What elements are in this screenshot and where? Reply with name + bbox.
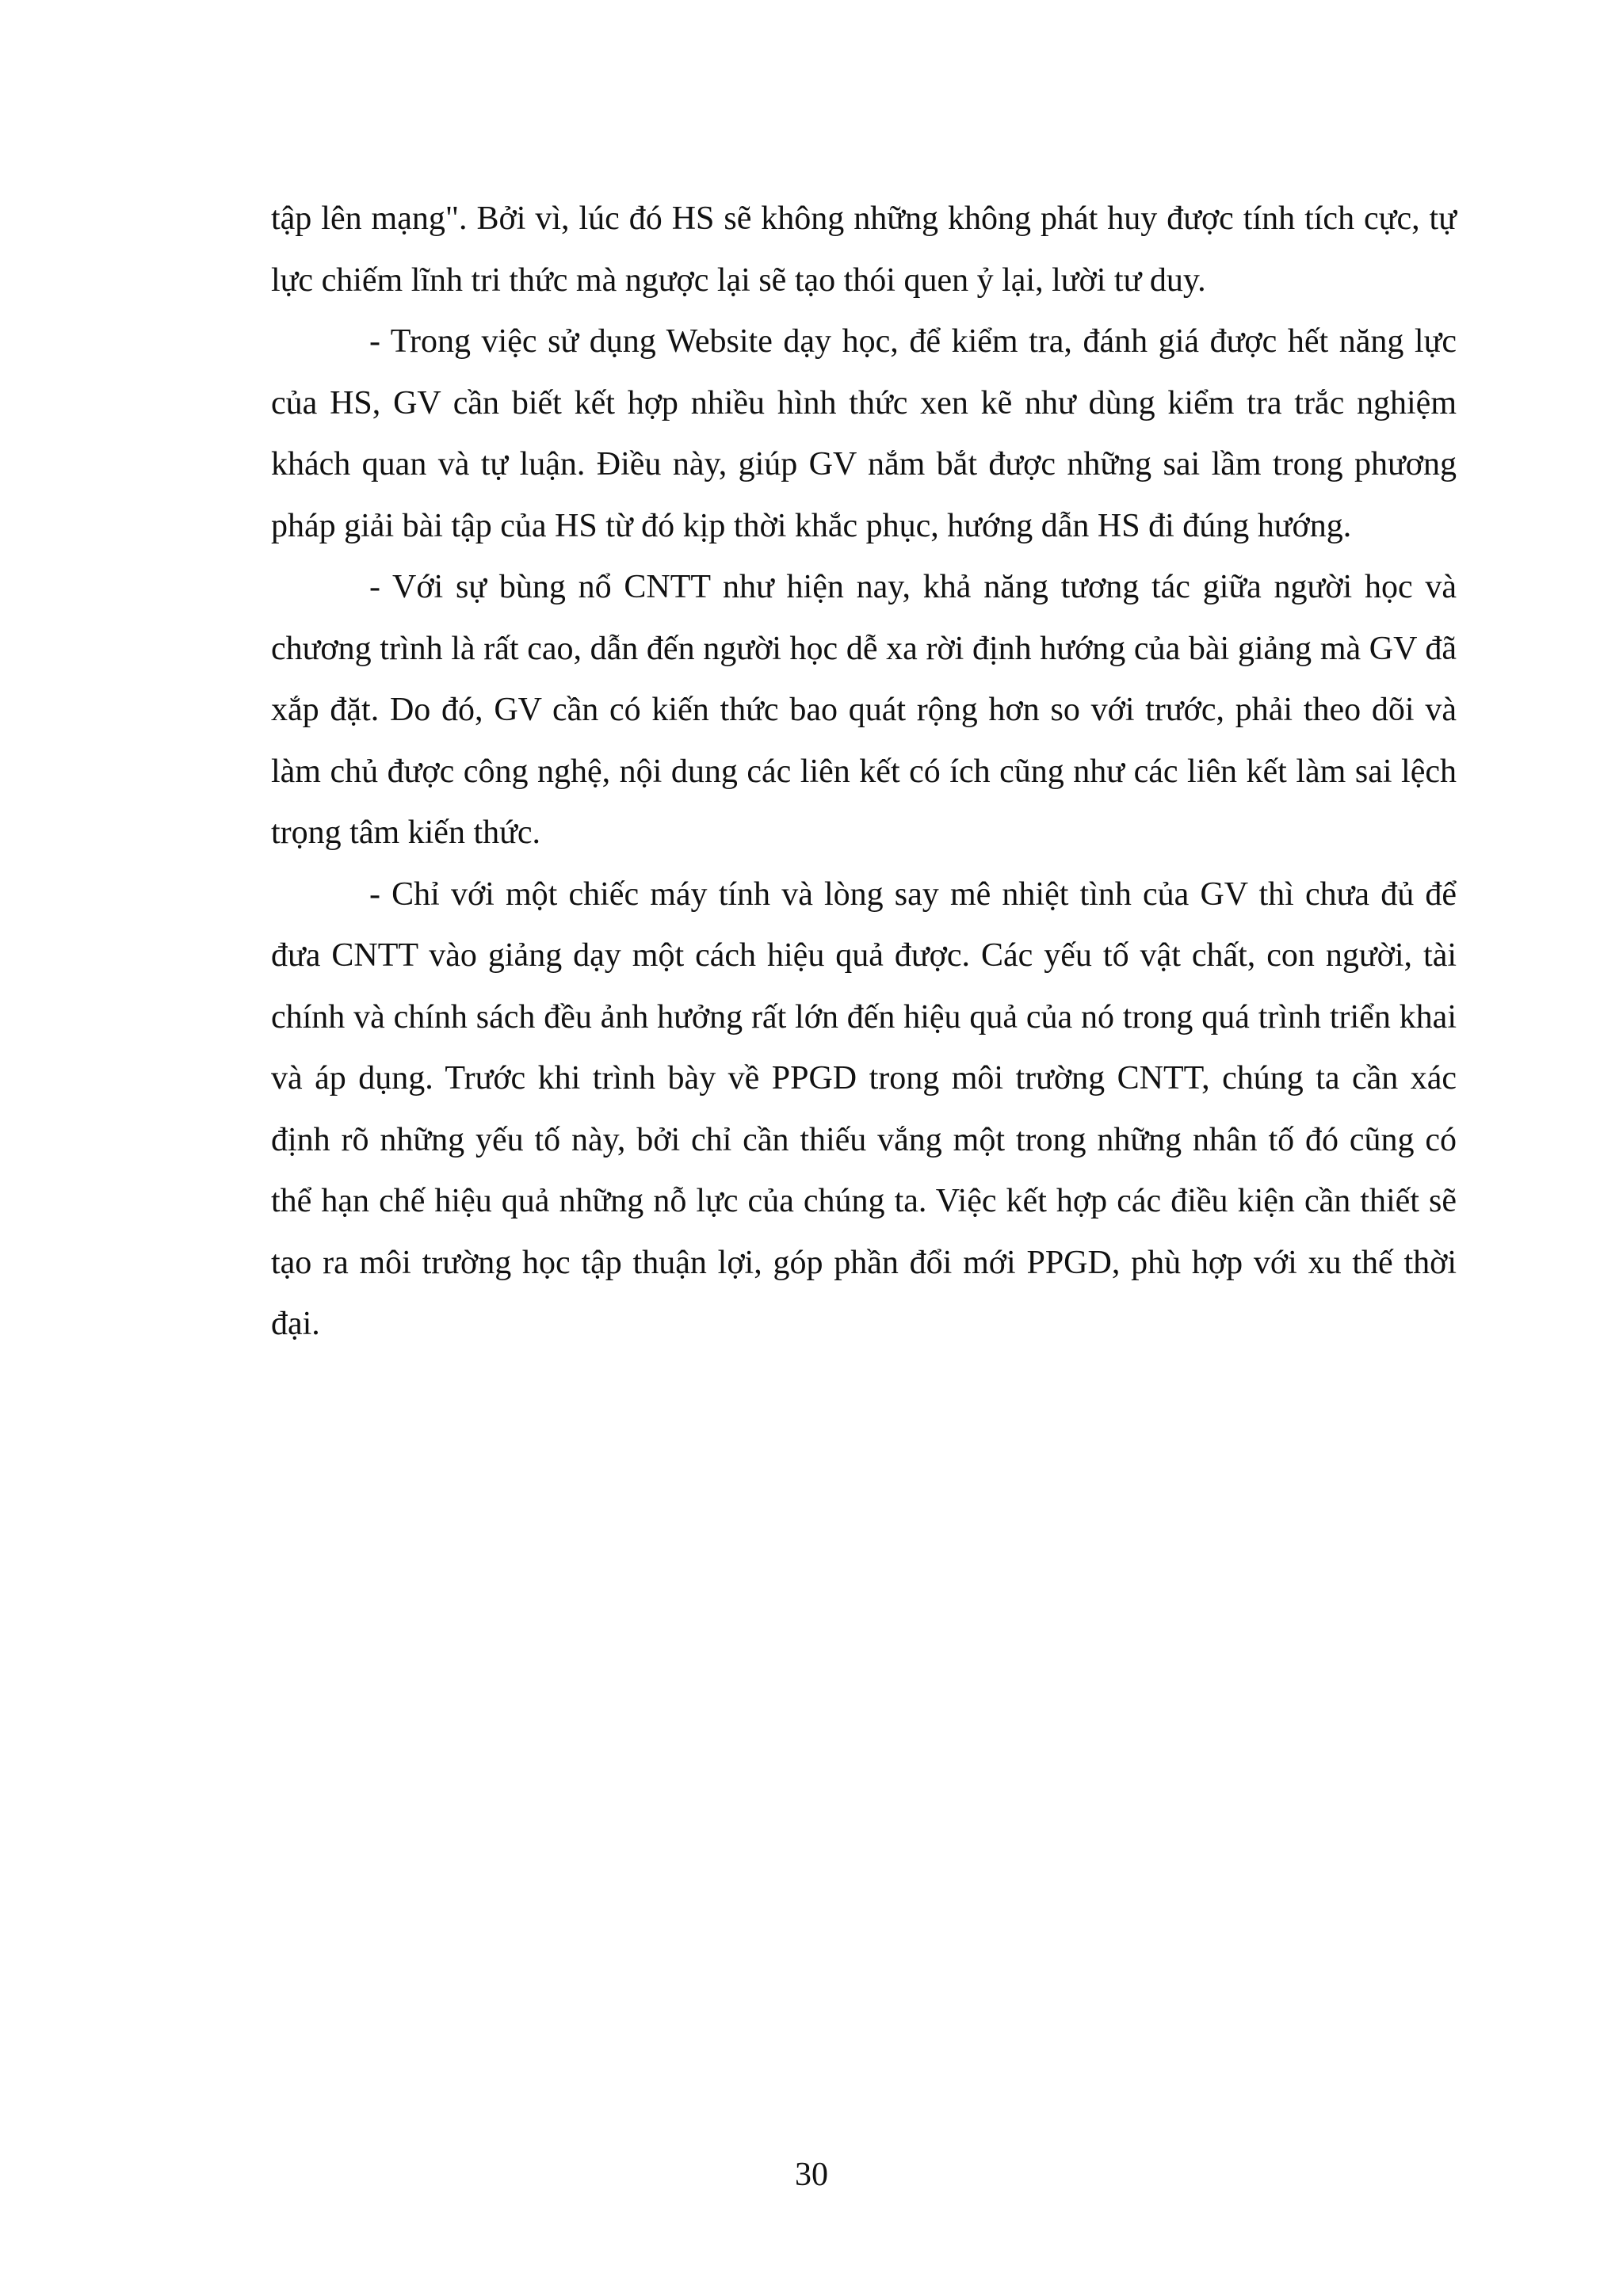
paragraph-website-assessment: - Trong việc sử dụng Website dạy học, để kiểm tra, đánh giá được hết năng lực của HS, GV cần biết kết hợp nhiều hình thức xen kẽ như dùng kiểm tra trắc nghiệm khách quan và tự luận. Điều này, giúp GV nắm bắt được những sai lầm trong phương pháp giải bài tập của HS từ đó kịp thời khắc phục, hướng dẫn HS đi đúng hướng. <box>271 323 1457 544</box>
paragraph-continuation: tập lên mạng". Bởi vì, lúc đó HS sẽ không những không phát huy được tính tích cực, tự lực chiếm lĩnh tri thức mà ngược lại sẽ tạo thói quen ỷ lại, lười tư duy. <box>271 200 1457 299</box>
paragraph-conditions: - Chỉ với một chiếc máy tính và lòng say mê nhiệt tình của GV thì chưa đủ để đưa CNTT vào giảng dạy một cách hiệu quả được. Các yếu tố vật chất, con người, tài chính và chính sách đều ảnh hưởng rất lớn đến hiệu quả của nó trong quá trình triển khai và áp dụng. Trước khi trình bày về PPGD trong môi trường CNTT, chúng ta cần xác định rõ những yếu tố này, bởi chỉ cần thiếu vắng một trong những nhân tố đó cũng có thể hạn chế hiệu quả những nỗ lực của chúng ta. Việc kết hợp các điều kiện cần thiết sẽ tạo ra môi trường học tập thuận lợi, góp phần đổi mới PPGD, phù hợp với xu thế thời đại. <box>271 875 1457 1342</box>
page-number: 30 <box>795 2157 828 2193</box>
page-body <box>271 189 1457 1356</box>
paragraph-it-interaction: - Với sự bùng nổ CNTT như hiện nay, khả năng tương tác giữa người học và chương trình là rất cao, dẫn đến người học dễ xa rời định hướng của bài giảng mà GV đã xắp đặt. Do đó, GV cần có kiến thức bao quát rộng hơn so với trước, phải theo dõi và làm chủ được công nghệ, nội dung các liên kết có ích cũng như các liên kết làm sai lệch trọng tâm kiến thức. <box>271 569 1457 851</box>
